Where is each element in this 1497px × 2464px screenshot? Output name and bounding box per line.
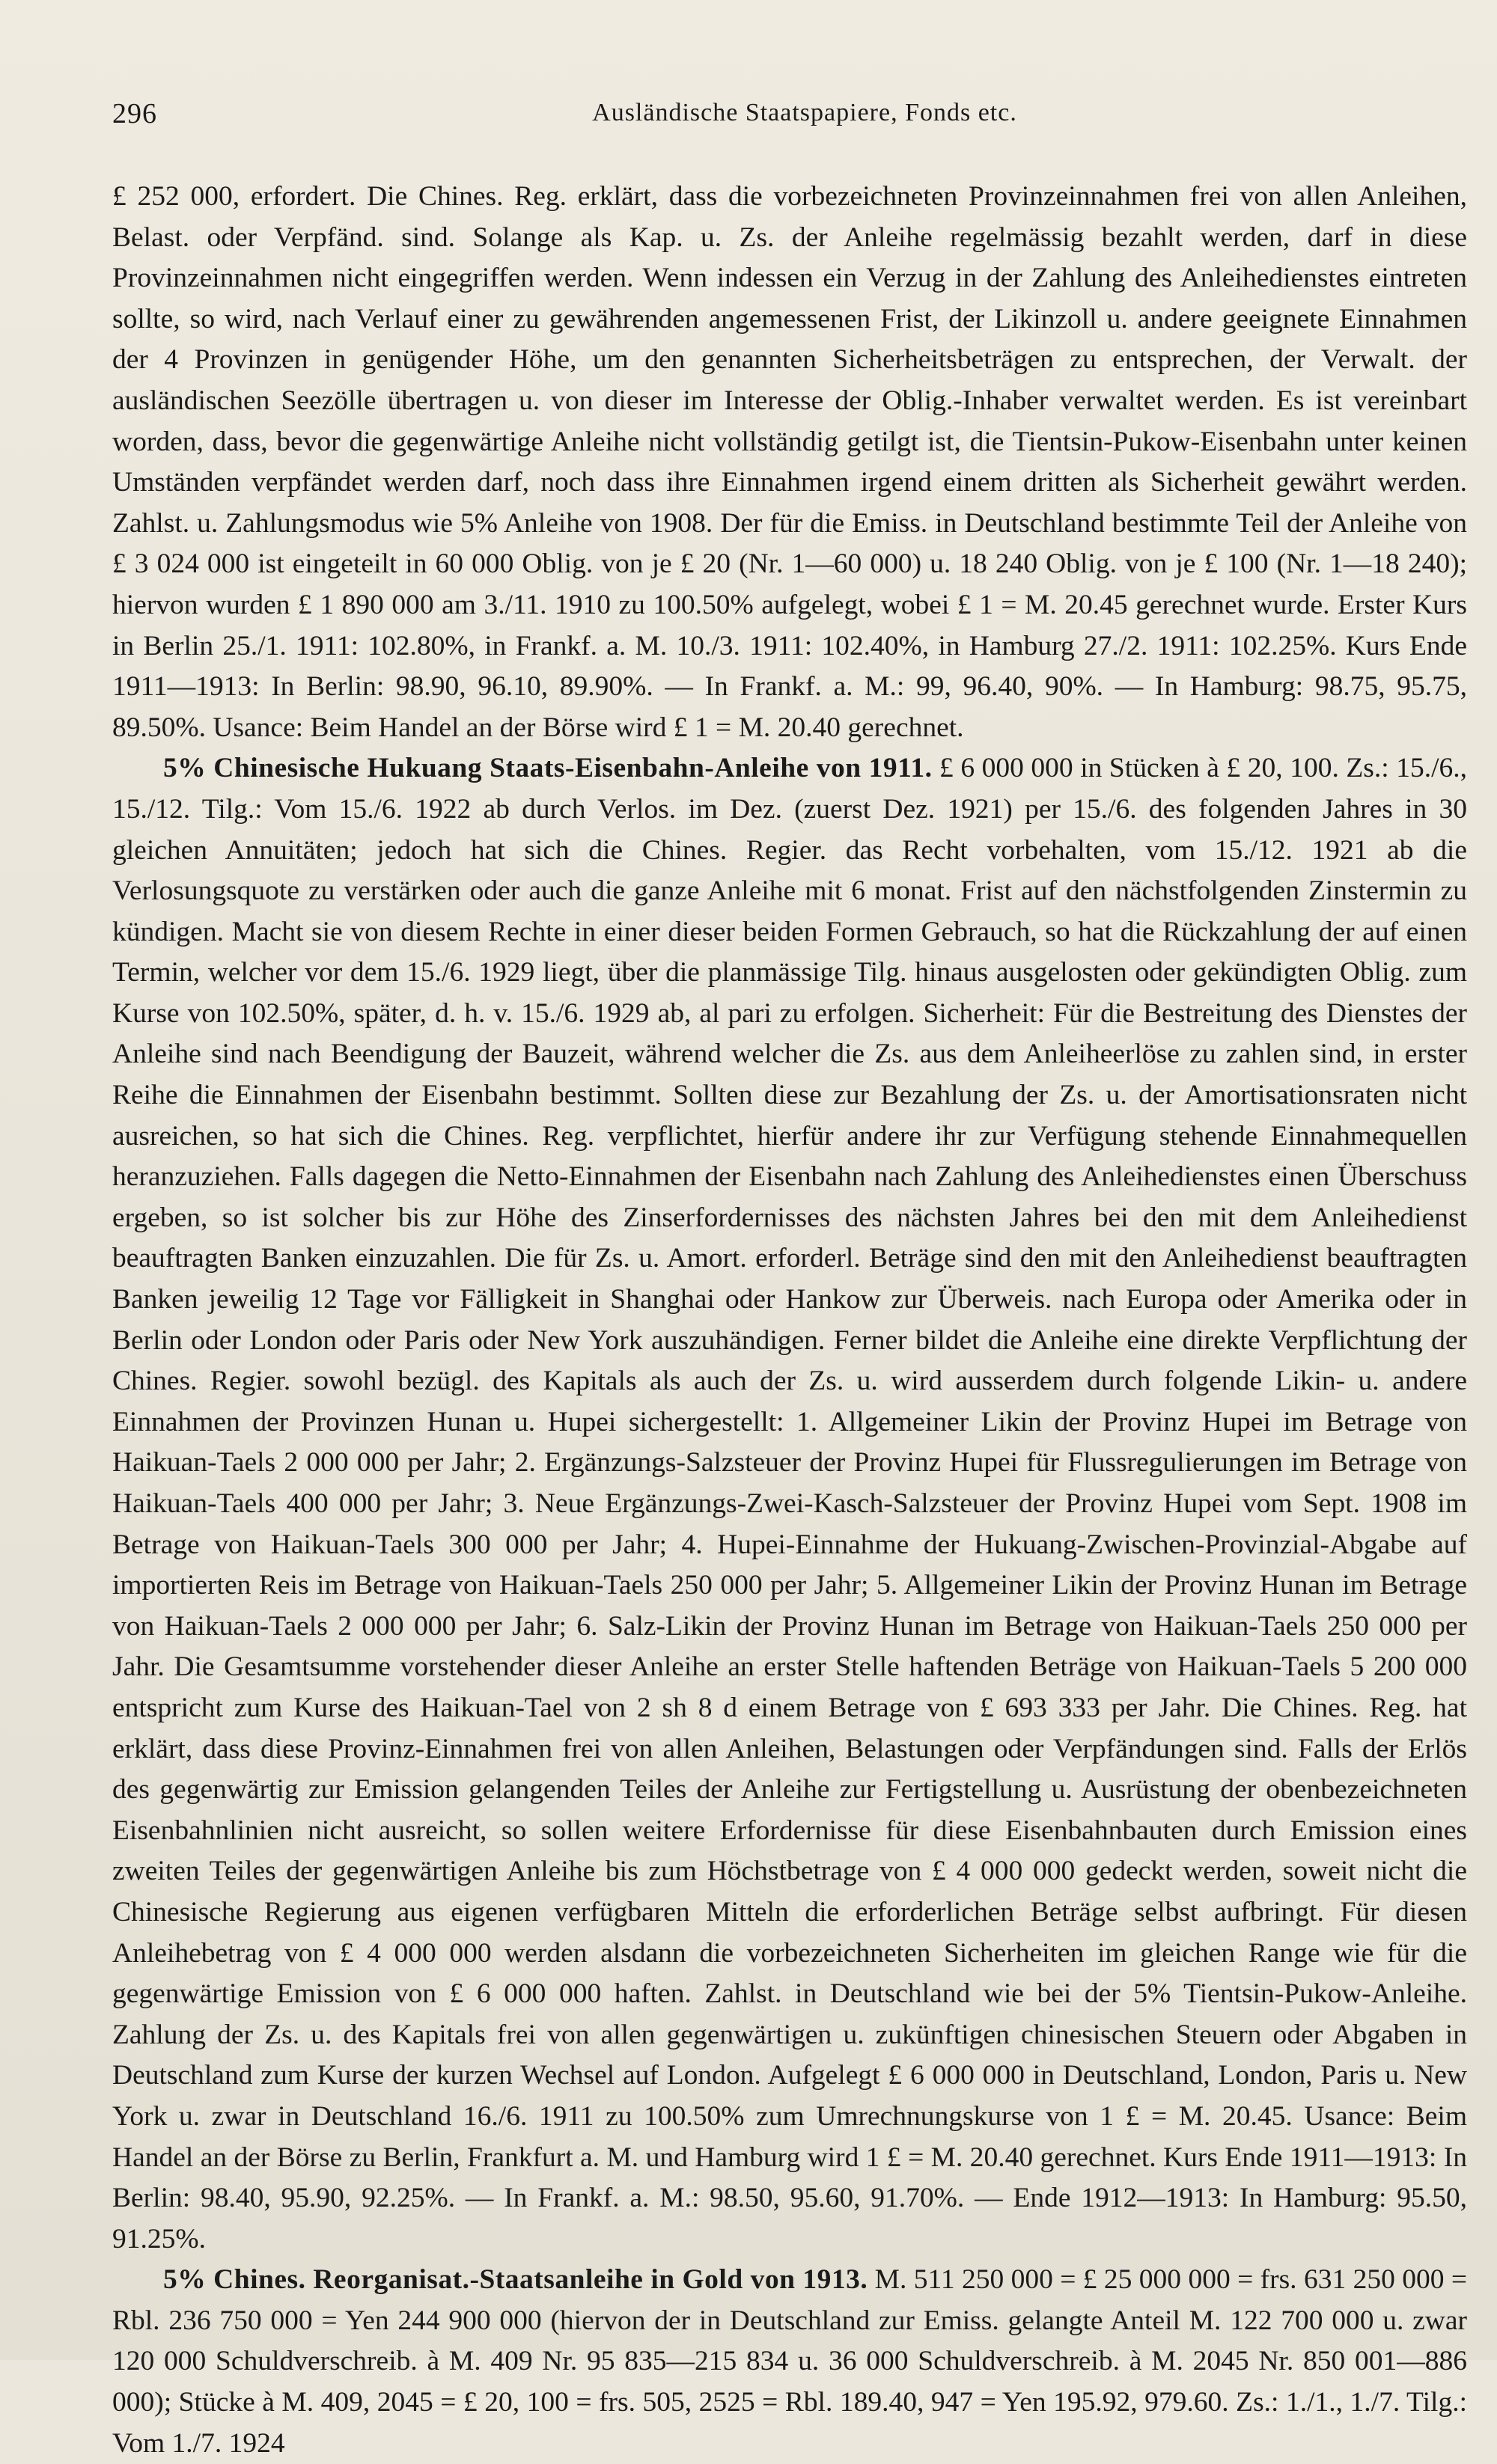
body-text xyxy=(112,177,1467,2464)
running-head: Ausländische Staatspapiere, Fonds etc. xyxy=(592,99,1017,126)
bond-title: 5% Chines. Reorganisat.-Staatsanleihe in Gold von 1913. xyxy=(163,2264,868,2296)
paragraph-reorganisation-loan xyxy=(112,2260,1467,2464)
page-header xyxy=(112,88,1467,141)
paragraph-continuation xyxy=(112,177,1467,748)
paragraph-text: £ 252 000, erfordert. Die Chines. Reg. erklärt, dass die vorbezeichneten Provinzeinnahmen frei von allen Anleihen, Belast. oder Verpfänd. sind. Solange als Kap. u. Zs. der Anleihe regelmässig bezahlt werden, darf in diese Provinzeinnahmen nicht eingegriffen werden. Wenn indessen ein Verzug in der Zahlung des Anleihedienstes eintreten sollte, so wird, nach Verlauf einer zu gewährenden angemessenen Frist, der Likinzoll u. andere geeignete Einnahmen der 4 Provinzen in genügender Höhe, um den genannten Sicherheitsbeträgen zu entsprechen, der Verwalt. der ausländischen Seezölle übertragen u. von dieser im Interesse der Oblig.-Inhaber verwaltet werden. Es ist vereinbart worden, dass, bevor die gegenwärtige Anleihe nicht vollständig getilgt ist, die Tientsin-Pukow-Eisenbahn unter keinen Umständen verpfändet werden darf, noch dass ihre Einnahmen irgend einem dritten als Sicherheit gewährt werden. Zahlst. u. Zahlungsmodus wie 5% Anleihe von 1908. Der für die Emiss. in Deutschland bestimmte Teil der Anleihe von £ 3 024 000 ist eingeteilt in 60 000 Oblig. von je £ 20 (Nr. 1—60 000) u. 18 240 Oblig. von je £ 100 (Nr. 1—18 240); hiervon wurden £ 1 890 000 am 3./11. 1910 zu 100.50% aufgelegt, wobei £ 1 = M. 20.45 gerechnet wurde. Erster Kurs in Berlin 25./1. 1911: 102.80%, in Frankf. a. M. 10./3. 1911: 102.40%, in Hamburg 27./2. 1911: 102.25%. Kurs Ende 1911—1913: In Berlin: 98.90, 96.10, 89.90%. — In Frankf. a. M.: 99, 96.40, 90%. — In Hamburg: 98.75, 95.75, 89.50%. Usance: Beim Handel an der Börse wird £ 1 = M. 20.40 gerechnet. xyxy=(112,181,1467,743)
paragraph-text: £ 6 000 000 in Stücken à £ 20, 100. Zs.: 15./6., 15./12. Tilg.: Vom 15./6. 1922 ab durch Verlos. im Dez. (zuerst Dez. 1921) per 15./6. des folgenden Jahres in 30 gleichen Annuitäten; jedoch hat sich die Chines. Regier. das Recht vorbehalten, vom 15./12. 1921 ab die Verlosungsquote zu verstärken oder auch die ganze Anleihe mit 6 monat. Frist auf den nächstfolgenden Zinstermin zu kündigen. Macht sie von diesem Rechte in einer dieser beiden Formen Gebrauch, so hat die Rückzahlung der auf einen Termin, welcher vor dem 15./6. 1929 liegt, über die planmässige Tilg. hinaus ausgelosten oder gekündigten Oblig. zum Kurse von 102.50%, später, d. h. v. 15./6. 1929 ab, al pari zu erfolgen. Sicherheit: Für die Bestreitung des Dienstes der Anleihe sind nach Beendigung der Bauzeit, während welcher die Zs. aus dem Anleiheerlöse zu zahlen sind, in erster Reihe die Einnahmen der Eisenbahn bestimmt. Sollten diese zur Bezahlung der Zs. u. der Amortisationsraten nicht ausreichen, so hat sich die Chines. Reg. verpflichtet, hierfür andere ihr zur Verfügung stehende Einnahmequellen heranzuziehen. Falls dagegen die Netto-Einnahmen der Eisenbahn nach Zahlung des Anleihedienstes einen Überschuss ergeben, so ist solcher bis zur Höhe des Zinserfordernisses des nächsten Jahres bei den mit dem Anleihedienst beauftragten Banken einzuzahlen. Die für Zs. u. Amort. erforderl. Beträge sind den mit den Anleihedienst beauftragten Banken jeweilig 12 Tage vor Fälligkeit in Shanghai oder Hankow zur Überweis. nach Europa oder Amerika oder in Berlin oder London oder Paris oder New York auszuhändigen. Ferner bildet die Anleihe eine direkte Verpflichtung der Chines. Regier. sowohl bezügl. des Kapitals als auch der Zs. u. wird ausserdem durch folgende Likin- u. andere Einnahmen der Provinzen Hunan u. Hupei sichergestellt: 1. Allgemeiner Likin der Provinz Hupei im Betrage von Haikuan-Taels 2 000 000 per Jahr; 2. Ergänzungs-Salzsteuer der Provinz Hupei für Flussregulierungen im Betrage von Haikuan-Taels 400 000 per Jahr; 3. Neue Ergänzungs-Zwei-Kasch-Salzsteuer der Provinz Hupei vom Sept. 1908 im Betrage von Haikuan-Taels 300 000 per Jahr; 4. Hupei-Einnahme der Hukuang-Zwischen-Provinzial-Abgabe auf importierten Reis im Betrage von Haikuan-Taels 250 000 per Jahr; 5. Allgemeiner Likin der Provinz Hunan im Betrage von Haikuan-Taels 2 000 000 per Jahr; 6. Salz-Likin der Provinz Hunan im Betrage von Haikuan-Taels 250 000 per Jahr. Die Gesamtsumme vorstehender dieser Anleihe an erster Stelle haftenden Beträge von Haikuan-Taels 5 200 000 entspricht zum Kurse des Haikuan-Tael von 2 sh 8 d einem Betrage von £ 693 333 per Jahr. Die Chines. Reg. hat erklärt, dass diese Provinz-Einnahmen frei von allen Anleihen, Belastungen oder Verpfändungen sind. Falls der Erlös des gegenwärtig zur Emission gelangenden Teiles der Anleihe zur Fertigstellung u. Ausrüstung der obenbezeichneten Eisenbahnlinien nicht ausreicht, so sollen weitere Erfordernisse für diese Eisenbahnbauten durch Emission eines zweiten Teiles der gegenwärtigen Anleihe bis zum Höchstbetrage von £ 4 000 000 gedeckt werden, soweit nicht die Chinesische Regierung aus eigenen verfügbaren Mitteln die erforderlichen Beträge selbst aufbringt. Für diesen Anleihebetrag von £ 4 000 000 werden alsdann die vorbezeichneten Sicherheiten im gleichen Range wie für die gegenwärtige Emission von £ 6 000 000 haften. Zahlst. in Deutschland wie bei der 5% Tientsin-Pukow-Anleihe. Zahlung der Zs. u. des Kapitals frei von allen gegenwärtigen u. zukünftigen chinesischen Steuern oder Abgaben in Deutschland zum Kurse der kurzen Wechsel auf London. Aufgelegt £ 6 000 000 in Deutschland, London, Paris u. New York u. zwar in Deutschland 16./6. 1911 zu 100.50% zum Umrechnungskurse von 1 £ = M. 20.45. Usance: Beim Handel an der Börse zu Berlin, Frankfurt a. M. und Hamburg wird 1 £ = M. 20.40 gerechnet. Kurs Ende 1911—1913: In Berlin: 98.40, 95.90, 92.25%. — In Frankf. a. M.: 98.50, 95.60, 91.70%. — Ende 1912—1913: In Hamburg: 95.50, 91.25%. xyxy=(112,753,1467,2254)
paragraph-hukuang-loan xyxy=(112,748,1467,2260)
page-number: 296 xyxy=(112,98,157,129)
bond-title: 5% Chinesische Hukuang Staats-Eisenbahn-Anleihe von 1911. xyxy=(163,753,933,784)
paragraph-text: M. 511 250 000 = £ 25 000 000 = frs. 631 250 000 = Rbl. 236 750 000 = Yen 244 900 000 (hiervon der in Deutschland zur Emiss. gelangte Anteil M. 122 700 000 u. zwar 120 000 Schuldverschreib. à M. 409 Nr. 95 835—215 834 u. 36 000 Schuldverschreib. à M. 2045 Nr. 850 001—886 000); Stücke à M. 409, 2045 = £ 20, 100 = frs. 505, 2525 = Rbl. 189.40, 947 = Yen 195.92, 979.60. Zs.: 1./1., 1./7. Tilg.: Vom 1./7. 1924 xyxy=(112,2264,1468,2459)
